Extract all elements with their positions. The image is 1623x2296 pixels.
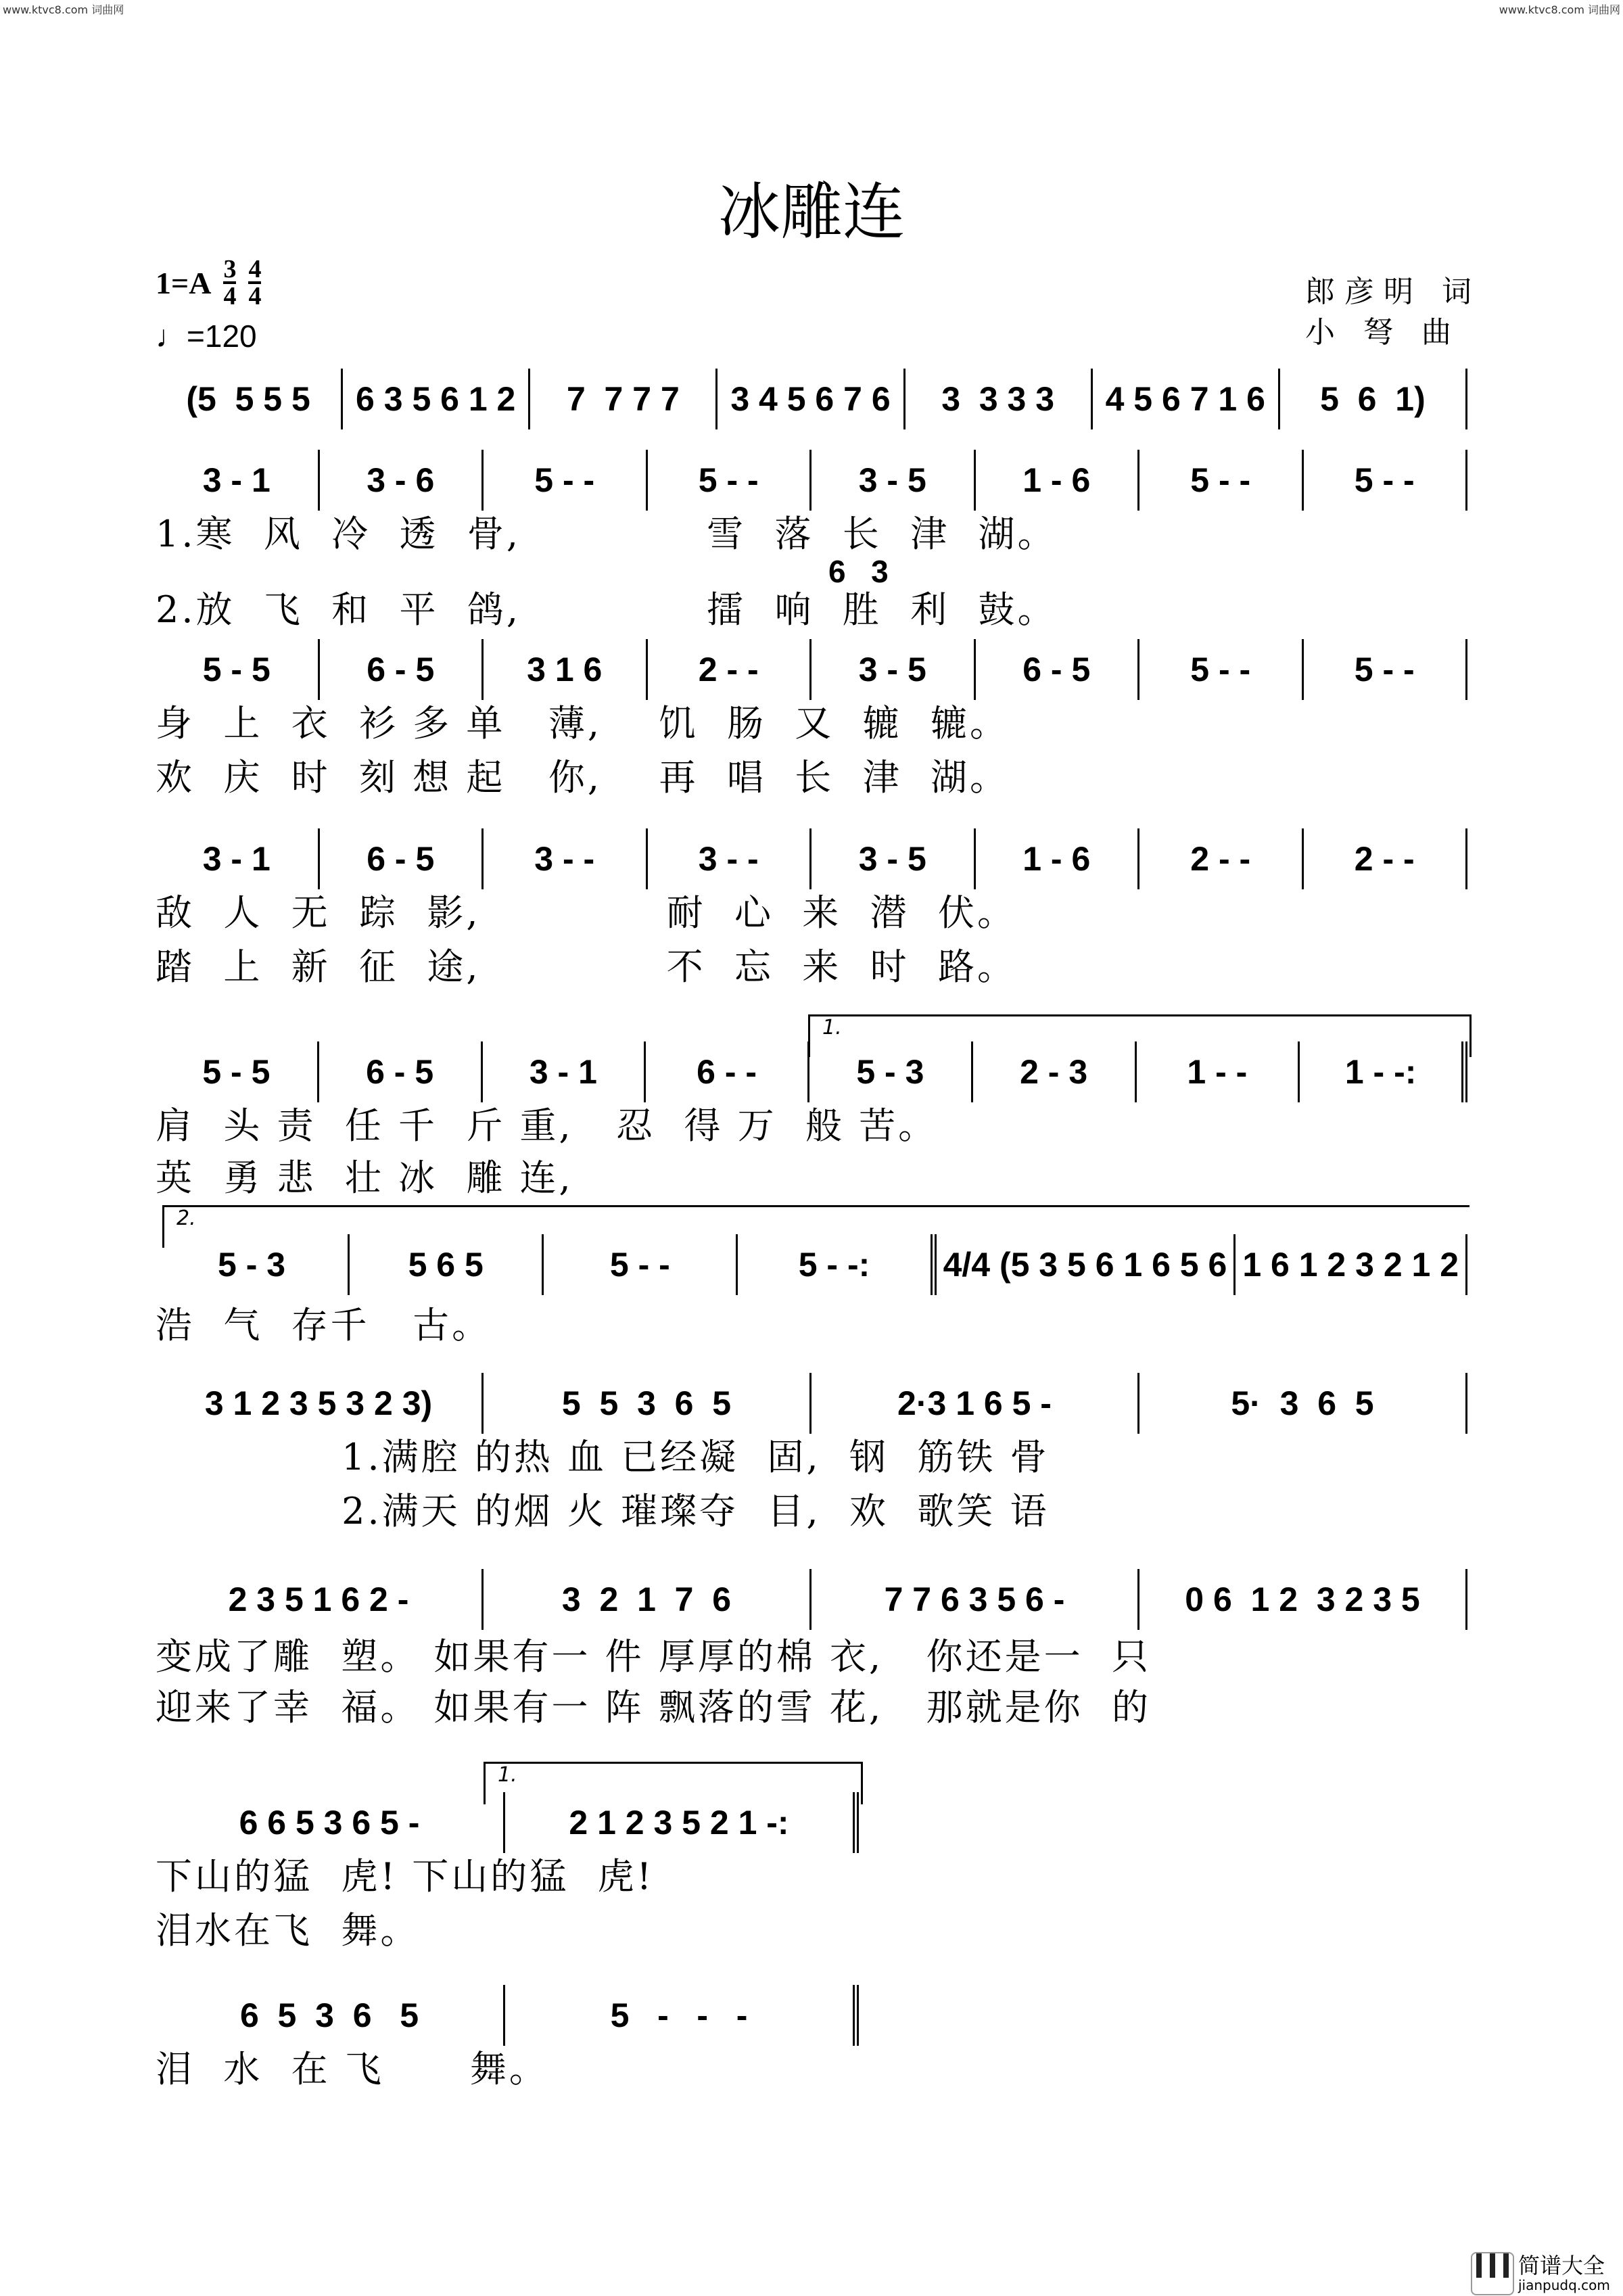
measure: 5 - 5 <box>156 639 320 700</box>
measure: 6 - 5 <box>320 639 484 700</box>
lyric-line: 下山的猛 虎! 下山的猛 虎! <box>156 1855 655 1898</box>
staff-system <box>156 1985 859 2046</box>
lyric-line: 英 勇 悲 壮 冰 雕 连, <box>156 1156 573 1199</box>
measure: 3 - - <box>648 828 812 889</box>
jianpudq-logo <box>1471 2252 1610 2295</box>
watermark-left: www.ktvc8.com 词曲网 <box>3 3 124 16</box>
volta-bracket <box>162 1205 1469 1248</box>
measure: 7 7 7 7 <box>530 369 718 429</box>
measure: 5 6 1) <box>1280 369 1467 429</box>
volta-number: 1. <box>822 1016 842 1039</box>
measure: 2 - - <box>1304 828 1468 889</box>
lyric-line: 泪水在飞 舞。 <box>156 1909 420 1952</box>
time-signature-4-4 <box>248 257 261 308</box>
key-signature <box>156 257 261 308</box>
measure: 3 - 5 <box>812 450 976 511</box>
staff-system <box>156 639 1467 700</box>
measure: 3 - 5 <box>812 828 976 889</box>
measure: 7 7 6 3 5 6 - <box>812 1569 1139 1630</box>
measure: 0 6 1 2 3 2 3 5 <box>1139 1569 1467 1630</box>
lyric-line: 迎来了幸 福。 如果有一 阵 飘落的雪 花, 那就是你 的 <box>156 1686 1151 1729</box>
lyric-line: 踏 上 新 征 途, 不 忘 来 时 路。 <box>156 945 1016 988</box>
measure: 5 - 3 <box>809 1041 973 1102</box>
volta-bracket <box>484 1762 863 1804</box>
lyric-line: 浩 气 存千 古。 <box>156 1304 492 1346</box>
measure: 3 - 1 <box>156 450 320 511</box>
measure: 5 - - <box>1304 450 1468 511</box>
time-signature-3-4 <box>223 257 236 308</box>
staff-system <box>156 1569 1467 1630</box>
measure: 3 1 6 <box>484 639 648 700</box>
key: 1=A <box>156 265 212 300</box>
staff-system <box>156 828 1467 889</box>
measure: 5 - - <box>1304 639 1468 700</box>
measure: 5 - - <box>1139 450 1304 511</box>
ts-top: 3 <box>223 255 237 283</box>
measure: 3 3 3 3 <box>905 369 1093 429</box>
lyric-line: 变成了雕 塑。 如果有一 件 厚厚的棉 衣, 你还是一 只 <box>156 1635 1151 1678</box>
lyric-line: 身 上 衣 衫 多 单 薄, 饥 肠 又 辘 辘。 <box>156 702 1009 745</box>
measure: 3 - 5 <box>812 639 976 700</box>
measure: 1 - 6 <box>976 828 1140 889</box>
staff-system <box>156 450 1467 511</box>
measure: 3 2 1 7 6 <box>484 1569 812 1630</box>
measure: 4/4 (5 3 5 6 1 6 5 6 <box>937 1234 1236 1295</box>
measure: 2 3 5 1 6 2 - <box>156 1569 484 1630</box>
lyric-line: 1.寒 风 冷 透 骨, 雪 落 长 津 湖。 <box>156 513 1057 555</box>
measure: 2 1 2 3 5 2 1 -: <box>505 1792 859 1853</box>
lyric-line: 1.满腔 的热 血 已经凝 固, 钢 筋铁 骨 <box>156 1436 1050 1478</box>
measure: 6 - 5 <box>319 1041 483 1102</box>
logo-url: jianpudq.com <box>1518 2277 1610 2293</box>
measure: 6 6 5 3 6 5 - <box>156 1792 505 1853</box>
measure: 5 6 5 <box>350 1234 544 1295</box>
measure: 1 - 6 <box>976 450 1140 511</box>
tempo-marking: ♩=120 <box>156 319 257 354</box>
measure: 6 3 5 6 1 2 <box>343 369 530 429</box>
measure: 2 - - <box>648 639 812 700</box>
lyric-line: 2.满天 的烟 火 璀璨夺 目, 欢 歌笑 语 <box>156 1490 1050 1532</box>
measure: 5 - - - <box>505 1985 859 2046</box>
measure: 5 - - <box>648 450 812 511</box>
measure: 2·3 1 6 5 - <box>812 1373 1139 1434</box>
measure: 1 6 1 2 3 2 1 2 <box>1236 1234 1467 1295</box>
measure: 5 - - <box>1139 639 1304 700</box>
volta-bracket <box>808 1014 1472 1057</box>
staff-system <box>156 369 1467 429</box>
measure: 1 - -: <box>1300 1041 1467 1102</box>
lyric-line: 肩 头 责 任 千 斤 重, 忍 得 万 般 苦。 <box>156 1104 938 1147</box>
volta-number: 2. <box>177 1206 196 1230</box>
piano-keys-icon <box>1471 2252 1514 2295</box>
lyric-line: 欢 庆 时 刻 想 起 你, 再 唱 长 津 湖。 <box>156 756 1009 799</box>
measure: 5 - 3 <box>156 1234 350 1295</box>
measure: 5 - - <box>544 1234 738 1295</box>
measure: 5 5 3 6 5 <box>484 1373 812 1434</box>
measure: 6 - 5 <box>320 828 484 889</box>
volta-number: 1. <box>498 1763 517 1787</box>
ts-bottom: 4 <box>223 282 237 310</box>
logo-name: 简谱大全 <box>1518 2253 1605 2278</box>
lyric-line: 泪 水 在 飞 舞。 <box>156 2048 548 2090</box>
watermark-right: www.ktvc8.com 词曲网 <box>1499 3 1620 16</box>
measure: 3 - 6 <box>320 450 484 511</box>
measure: (5 5 5 5 <box>156 369 343 429</box>
measure: 5 - -: <box>738 1234 936 1295</box>
staff-system <box>156 1373 1467 1434</box>
lyric-line: 敌 人 无 踪 影, 耐 心 来 潜 伏。 <box>156 891 1016 934</box>
measure: 2 - - <box>1139 828 1304 889</box>
measure: 5· 3 6 5 <box>1139 1373 1467 1434</box>
measure: 5 - 5 <box>156 1041 319 1102</box>
measure: 6 - - <box>646 1041 809 1102</box>
measure: 3 - - <box>484 828 648 889</box>
measure: 3 - 1 <box>483 1041 646 1102</box>
lyric-line: 2.放 飞 和 平 鸽, 擂 响 胜 利 鼓。 <box>156 588 1057 631</box>
measure: 1 - - <box>1137 1041 1300 1102</box>
measure: 4 5 6 7 1 6 <box>1093 369 1280 429</box>
ts-top: 4 <box>248 255 262 283</box>
song-title: 冰雕连 <box>718 176 905 248</box>
measure: 3 - 1 <box>156 828 320 889</box>
composer: 小 弩 曲 <box>1305 315 1461 350</box>
measure: 3 1 2 3 5 3 2 3) <box>156 1373 484 1434</box>
measure: 6 - 5 <box>976 639 1140 700</box>
ts-bottom: 4 <box>248 282 262 310</box>
measure: 5 - - <box>484 450 648 511</box>
measure: 6 5 3 6 5 <box>156 1985 505 2046</box>
note-annotation: 6 3 <box>828 554 891 589</box>
measure: 3 4 5 6 7 6 <box>718 369 905 429</box>
measure: 2 - 3 <box>973 1041 1137 1102</box>
lyricist: 郎彦明 词 <box>1305 275 1481 309</box>
